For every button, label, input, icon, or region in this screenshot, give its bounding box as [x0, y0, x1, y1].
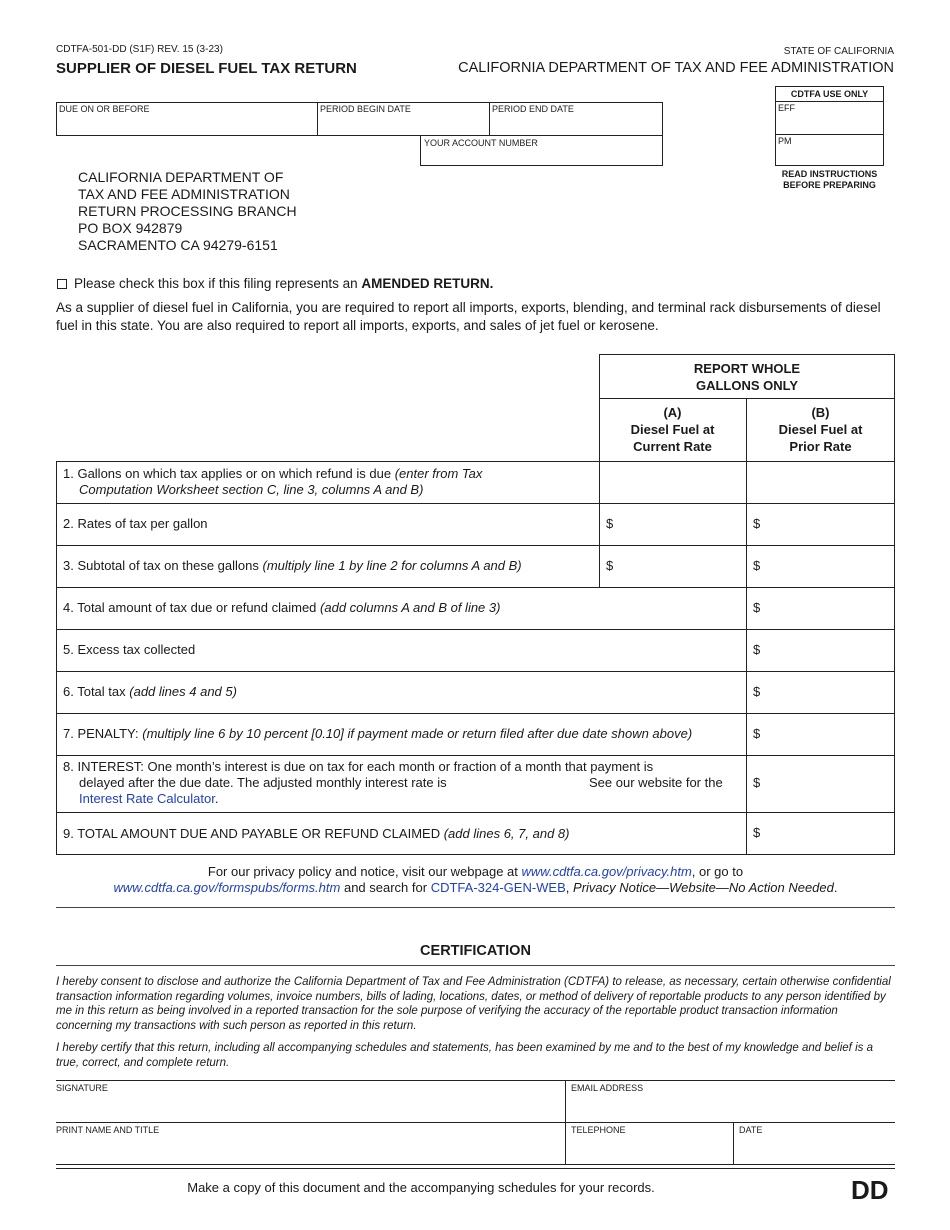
line-3-col-b-input[interactable] [747, 546, 894, 587]
pm-label: PM [778, 136, 792, 146]
telephone-label: TELEPHONE [571, 1125, 626, 1135]
line-3-label: 3. Subtotal of tax on these gallons (multiply line 1 by line 2 for columns A and B) [63, 558, 522, 573]
account-number-field[interactable] [420, 135, 663, 166]
line-5-label: 5. Excess tax collected [63, 642, 196, 657]
period-begin-field[interactable] [317, 102, 489, 136]
form-number: CDTFA-501-DD (S1F) REV. 15 (3-23) [56, 44, 223, 55]
amended-return-checkbox[interactable] [57, 279, 67, 289]
dollar-sign: $ [753, 684, 761, 699]
line-7-label: 7. PENALTY: (multiply line 6 by 10 percent [0.10] if payment made or return filed after due date shown above) [63, 726, 693, 741]
line-6-input[interactable] [747, 672, 894, 713]
form-title: SUPPLIER OF DIESEL FUEL TAX RETURN [56, 60, 357, 77]
mailing-address: CALIFORNIA DEPARTMENT OF TAX AND FEE ADMINISTRATION RETURN PROCESSING BRANCH PO BOX 942879 SACRAMENTO CA 94279-6151 [78, 169, 297, 253]
period-begin-label: PERIOD BEGIN DATE [320, 104, 411, 114]
period-end-label: PERIOD END DATE [492, 104, 574, 114]
form-code: DD [851, 1175, 889, 1205]
line-3-col-a-input[interactable] [600, 546, 746, 587]
account-number-label: YOUR ACCOUNT NUMBER [424, 138, 538, 148]
telephone-field[interactable] [566, 1123, 733, 1164]
line-1-col-a-input[interactable] [600, 462, 746, 503]
dollar-sign: $ [753, 516, 761, 531]
email-label: EMAIL ADDRESS [571, 1083, 644, 1093]
line-1-label: 1. Gallons on which tax applies or on which refund is due (enter from Tax Computation Worksheet section C, line 3, columns A and B) [63, 466, 483, 497]
line-4-label: 4. Total amount of tax due or refund claimed (add columns A and B of line 3) [63, 600, 501, 615]
line-8-label: 8. INTEREST: One month’s interest is due on tax for each month or fraction of a month that payment is delayed after the due date. The adjusted monthly interest rate is See our website for the Interest Rate Calculator. [63, 759, 723, 806]
agency-name: CALIFORNIA DEPARTMENT OF TAX AND FEE ADMINISTRATION [458, 60, 894, 76]
line-8-input[interactable] [747, 756, 894, 812]
line-9-label: 9. TOTAL AMOUNT DUE AND PAYABLE OR REFUND CLAIMED (add lines 6, 7, and 8) [63, 826, 570, 841]
privacy-link[interactable]: www.cdtfa.ca.gov/privacy.htm [521, 864, 692, 879]
email-field[interactable] [566, 1081, 895, 1122]
dollar-sign: $ [753, 600, 761, 615]
dollar-sign: $ [753, 825, 761, 840]
report-whole-gallons-heading: REPORT WHOLE GALLONS ONLY [693, 361, 801, 393]
dollar-sign: $ [753, 775, 761, 790]
state-label: STATE OF CALIFORNIA [783, 46, 894, 57]
certification-title: CERTIFICATION [420, 943, 531, 959]
dollar-sign: $ [753, 558, 761, 573]
dollar-sign: $ [606, 558, 614, 573]
dollar-sign: $ [753, 726, 761, 741]
dollar-sign: $ [753, 642, 761, 657]
date-label: DATE [739, 1125, 763, 1135]
column-a-heading: (A) Diesel Fuel at Current Rate [630, 405, 715, 454]
line-9-input[interactable] [747, 813, 894, 854]
read-instructions: READ INSTRUCTIONS BEFORE PREPARING [781, 169, 878, 190]
column-b-heading: (B) Diesel Fuel at Prior Rate [778, 405, 863, 454]
date-field[interactable] [734, 1123, 895, 1164]
signature-field[interactable] [56, 1081, 565, 1122]
dollar-sign: $ [606, 516, 614, 531]
period-end-field[interactable] [489, 102, 663, 136]
intro-paragraph: As a supplier of diesel fuel in California, you are required to report all imports, exports, blending, and terminal rack disbursements of diesel fuel in this state. You are also required to report all imports, exports, and sales of jet fuel or kerosene. [56, 300, 881, 333]
privacy-form-link[interactable]: CDTFA-324-GEN-WEB [430, 880, 566, 895]
line-1-col-b-input[interactable] [747, 462, 894, 503]
signature-label: SIGNATURE [56, 1083, 108, 1093]
line-2-col-b-input[interactable] [747, 504, 894, 545]
certification-statement-text: I hereby certify that this return, including all accompanying schedules and statements, has been examined by me and to the best of my knowledge and belief is a true, correct, and complete return. [56, 1042, 873, 1069]
privacy-notice: For our privacy policy and notice, visit our webpage at www.cdtfa.ca.gov/privacy.htm, or go to www.cdtfa.ca.gov/formspubs/forms.htm and search for CDTFA-324-GEN-WEB, Privacy Notice—Website—No Action Needed. [113, 864, 838, 895]
print-name-label: PRINT NAME AND TITLE [56, 1125, 160, 1135]
line-6-label: 6. Total tax (add lines 4 and 5) [63, 684, 237, 699]
line-7-input[interactable] [747, 714, 894, 755]
certification-consent-text: I hereby consent to disclose and authorize the California Department of Tax and Fee Administration (CDTFA) to release, as necessary, certain otherwise confidential transaction information regarding volumes, invoice numbers, bills of lading, locations, dates, or method of delivery of reportable products to any person identified by me in this return as being involved in a reported transaction for the sole purpose of verifying the accuracy of the reportable product transaction information concerning my transactions with such person as reported in this return. [56, 976, 891, 1032]
line-5-input[interactable] [747, 630, 894, 671]
print-name-field[interactable] [56, 1123, 565, 1164]
due-date-field[interactable] [56, 102, 317, 136]
footer-note: Make a copy of this document and the accompanying schedules for your records. [187, 1180, 655, 1195]
forms-link[interactable]: www.cdtfa.ca.gov/formspubs/forms.htm [113, 880, 341, 895]
interest-rate-calculator-link[interactable]: Interest Rate Calculator [79, 791, 215, 806]
eff-label: EFF [778, 103, 795, 113]
amended-return-label: Please check this box if this filing represents an AMENDED RETURN. [74, 276, 494, 291]
line-2-col-a-input[interactable] [600, 504, 746, 545]
line-2-label: 2. Rates of tax per gallon [63, 516, 208, 531]
line-4-input[interactable] [747, 588, 894, 629]
due-date-label: DUE ON OR BEFORE [59, 104, 150, 114]
cdtfa-use-only-title: CDTFA USE ONLY [790, 89, 869, 99]
